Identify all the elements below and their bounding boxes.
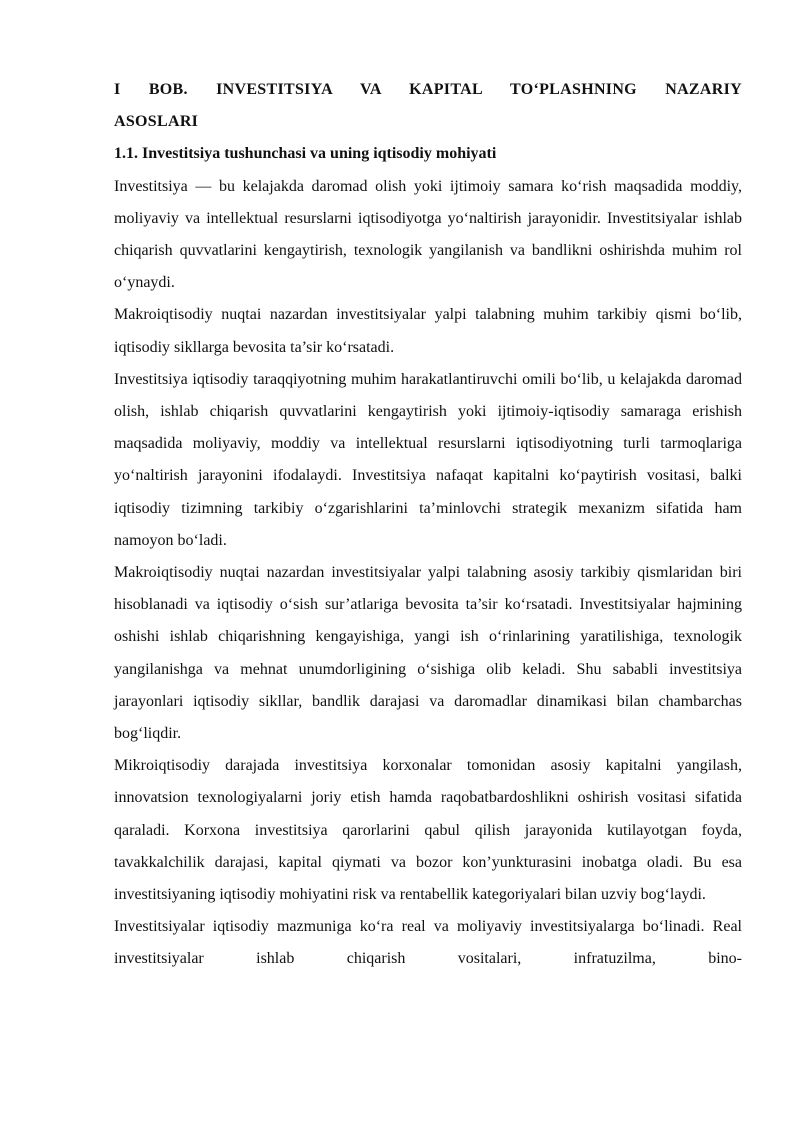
paragraph-micro-level: Mikroiqtisodiy darajada investitsiya korxonalar tomonidan asosiy kapitalni yangilash, innovatsion texnologiyalarni joriy etish hamda raqobatbardoshlikni oshirish vositasi sifatida qaraladi. Korxona investitsiya qarorlarini qabul qilish jarayonida kutilayotgan foyda, tavakkalchilik darajasi, kapital qiymati va bozor kon’yunkturasini inobatga oladi. Bu esa investitsiyaning iqtisodiy mohiyatini risk va rentabellik kategoriyalari bilan uzviy bog‘laydi. <box>114 757 742 904</box>
paragraph-development-factor: Investitsiya iqtisodiy taraqqiyotning muhim harakatlantiruvchi omili bo‘lib, u kelajakda daromad olish, ishlab chiqarish quvvatlarini kengaytirish yoki ijtimoiy-iqtisodiy samaraga erishish maqsadida moliyaviy, moddiy va intellektual resurslarni iqtisodiyotning turli tarmoqlariga yo‘naltirish jarayonini ifodalaydi. Investitsiya nafaqat kapitalni ko‘paytirish vositasi, balki iqtisodiy tizimning tarkibiy o‘zgarishlarini ta’minlovchi strategik mexanizm sifatida ham namoyon bo‘ladi. <box>114 370 742 549</box>
section-title: 1.1. Investitsiya tushunchasi va uning iqtisodiy mohiyati <box>114 145 497 163</box>
paragraph-macro-short: Makroiqtisodiy nuqtai nazardan investitsiyalar yalpi talabning muhim tarkibiy qismi bo‘lib, iqtisodiy sikllarga bevosita ta’sir ko‘rsatadi. <box>114 306 742 356</box>
paragraph-investment-types: Investitsiyalar iqtisodiy mazmuniga ko‘ra real va moliyaviy investitsiyalarga bo‘linadi. Real investitsiyalar ishlab chiqarish vositalari, infratuzilma, bino- <box>114 918 742 968</box>
paragraph-definition: Investitsiya — bu kelajakda daromad olish yoki ijtimoiy samara ko‘rish maqsadida moddiy, moliyaviy va intellektual resurslarni iqtisodiyotga yo‘naltirish jarayonidir. Investitsiyalar ishlab chiqarish quvvatlarini kengaytirish, texnologik yangilanish va bandlikni oshirishda muhim rol o‘ynaydi. <box>114 177 742 292</box>
paragraph-macro-detailed: Makroiqtisodiy nuqtai nazardan investitsiyalar yalpi talabning asosiy tarkibiy qismlaridan biri hisoblanadi va iqtisodiy o‘sish sur’atlariga bevosita ta’sir ko‘rsatadi. Investitsiyalar hajmining oshishi ishlab chiqarishning kengayishiga, yangi ish o‘rinlarining yaratilishiga, texnologik yangilanishga va mehnat unumdorligining o‘sishiga olib keladi. Shu sababli investitsiya jarayonlari iqtisodiy sikllar, bandlik darajasi va daromadlar dinamikasi bilan chambarchas bog‘liqdir. <box>114 564 742 743</box>
document-page <box>114 74 742 976</box>
chapter-title: I BOB. INVESTITSIYA VA KAPITAL TO‘PLASHNING NAZARIY ASOSLARI <box>114 81 742 131</box>
